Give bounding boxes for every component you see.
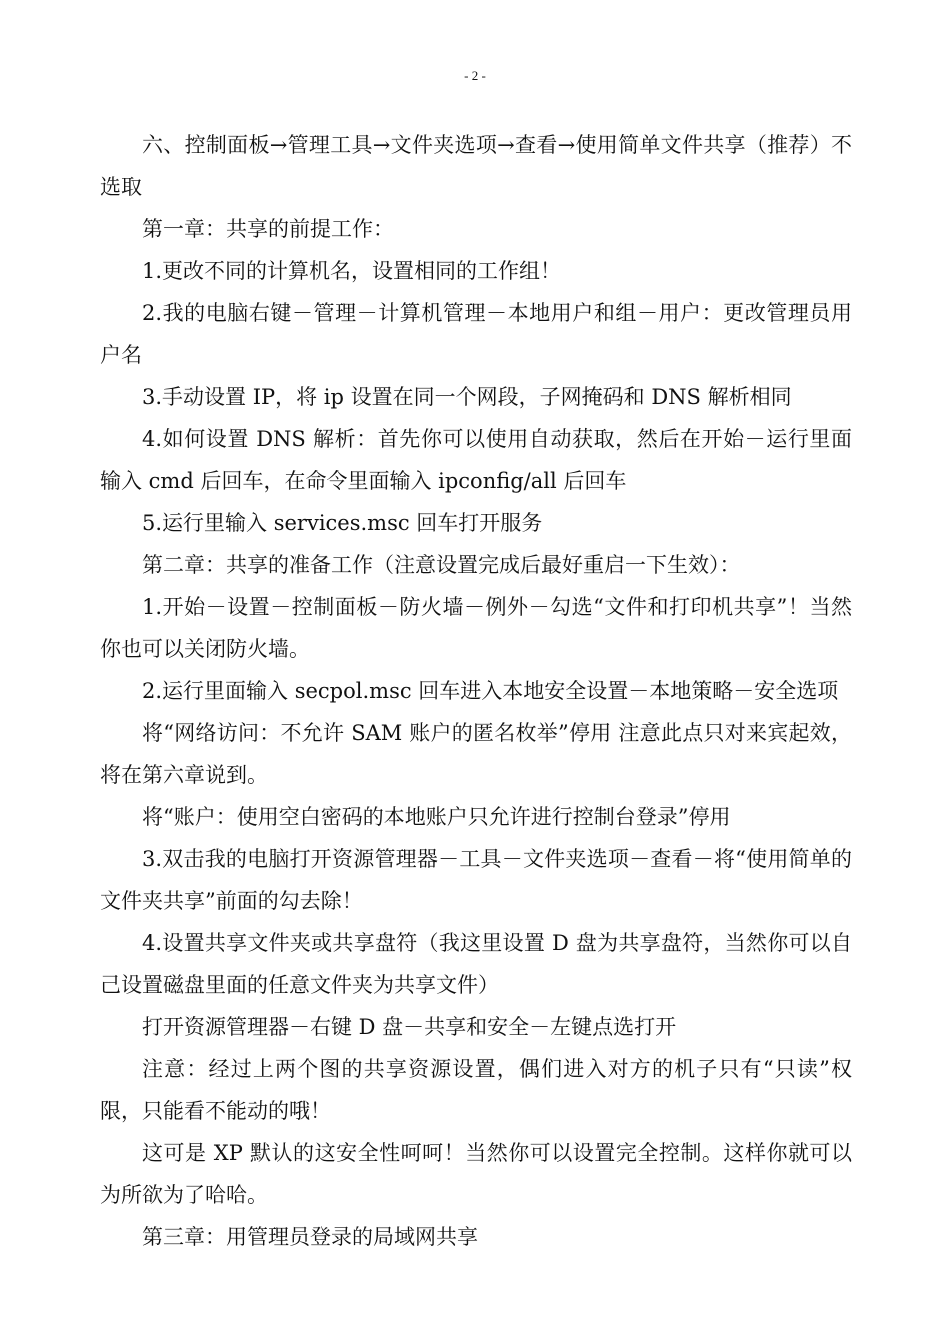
- paragraph-step-2-3: 3.双击我的电脑打开资源管理器－工具－文件夹选项－查看－将“使用简单的文件夹共享”前面的勾去除！: [100, 847, 852, 913]
- heading-chapter-3: 第三章：用管理员登录的局域网共享: [142, 1225, 478, 1249]
- paragraph-xp-security: 这可是 XP 默认的这安全性呵呵！当然你可以设置完全控制。这样你就可以为所欲为了哈哈。: [100, 1141, 852, 1207]
- paragraph-step-1-5: 5.运行里输入 services.msc 回车打开服务: [142, 511, 543, 535]
- heading-chapter-2: 第二章：共享的准备工作（注意设置完成后最好重启一下生效）：: [142, 553, 741, 577]
- paragraph-step-2-4-a: 打开资源管理器－右键 D 盘－共享和安全－左键点选打开: [142, 1015, 677, 1039]
- paragraph-step-2-2: 2.运行里面输入 secpol.msc 回车进入本地安全设置－本地策略－安全选项: [142, 679, 839, 703]
- paragraph-step-1-3: 3.手动设置 IP，将 ip 设置在同一个网段，子网掩码和 DNS 解析相同: [142, 385, 792, 409]
- paragraph-step-2-2-b: 将“账户：使用空白密码的本地账户只允许进行控制台登录”停用: [142, 805, 731, 829]
- page-number: - 2 -: [464, 68, 486, 83]
- paragraph-step-2-1: 1.开始－设置－控制面板－防火墙－例外－勾选“文件和打印机共享”！当然你也可以关闭防火墙。: [100, 595, 852, 661]
- paragraph-step-1-4: 4.如何设置 DNS 解析：首先你可以使用自动获取，然后在开始－运行里面输入 cmd 后回车，在命令里面输入 ipconfig/all 后回车: [100, 427, 852, 493]
- paragraph-step-1-2: 2.我的电脑右键－管理－计算机管理－本地用户和组－用户：更改管理员用户名: [100, 301, 852, 367]
- paragraph-control-panel-step: 六、控制面板→管理工具→文件夹选项→查看→使用简单文件共享（推荐）不选取: [100, 133, 852, 199]
- paragraph-step-2-2-a: 将“网络访问：不允许 SAM 账户的匿名枚举”停用 注意此点只对来宾起效，将在第六章说到。: [100, 721, 852, 787]
- heading-chapter-1: 第一章：共享的前提工作：: [142, 217, 394, 241]
- paragraph-note: 注意：经过上两个图的共享资源设置，偶们进入对方的机子只有“只读”权限，只能看不能动的哦！: [100, 1057, 852, 1123]
- paragraph-step-2-4: 4.设置共享文件夹或共享盘符（我这里设置 D 盘为共享盘符，当然你可以自己设置磁盘里面的任意文件夹为共享文件）: [100, 931, 852, 997]
- document-body: [100, 124, 852, 1258]
- paragraph-step-1-1: 1.更改不同的计算机名，设置相同的工作组！: [142, 259, 562, 283]
